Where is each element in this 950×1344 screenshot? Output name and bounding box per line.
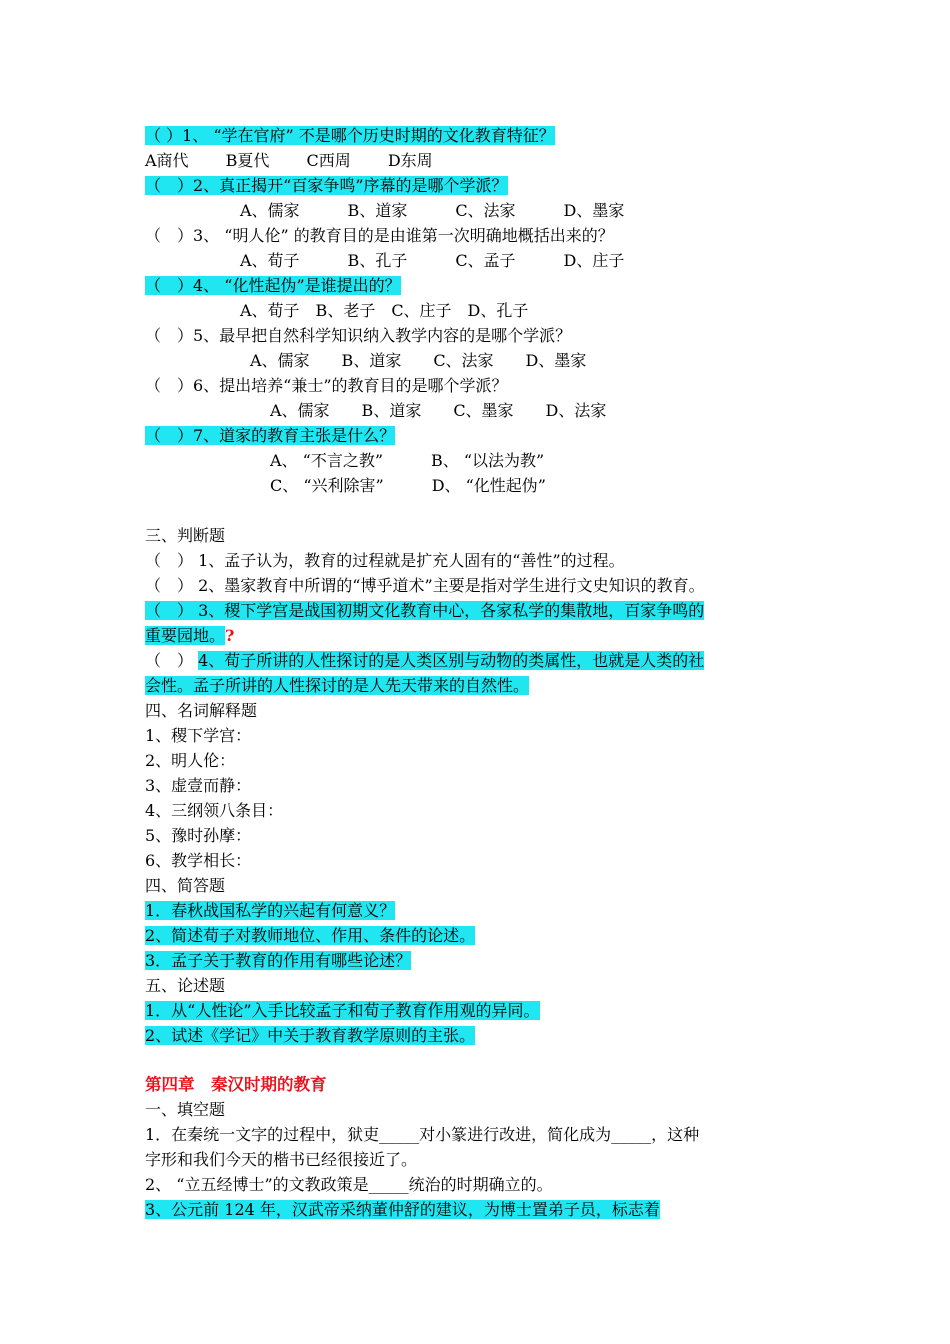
choice-q4-options: A、荀子 B、老子 C、庄子 D、孔子 <box>240 301 529 320</box>
choice-q7-stem: （ ）7、道家的教育主张是什么？ <box>145 426 396 445</box>
choice-q1-options: A商代 B夏代 C西周 D东周 <box>145 151 433 170</box>
term-item: 1、稷下学宫： <box>145 726 252 745</box>
fill-item-1-line-2: 字形和我们今天的楷书已经很接近了。 <box>145 1150 418 1169</box>
choice-q2-options: A、儒家 B、道家 C、法家 D、墨家 <box>240 201 625 220</box>
choice-q5-stem: （ ）5、最早把自然科学知识纳入教学内容的是哪个学派？ <box>145 326 572 345</box>
term-item: 5、豫时孙摩： <box>145 826 252 845</box>
term-item: 3、虚壹而静： <box>145 776 252 795</box>
choice-q6-stem: （ ）6、提出培养“兼士”的教育目的是哪个学派？ <box>145 376 508 395</box>
judge-item-4-line-2: 会性。孟子所讲的人性探讨的是人先天带来的自然性。 <box>145 676 530 695</box>
short-item: 2、简述荀子对教师地位、作用、条件的论述。 <box>145 926 476 945</box>
choice-q6-options: A、儒家 B、道家 C、墨家 D、法家 <box>270 401 607 420</box>
question-mark: ? <box>225 626 235 645</box>
essay-item: 2、试述《学记》中关于教育教学原则的主张。 <box>145 1026 476 1045</box>
choice-q3-stem: （ ）3、 “明人伦” 的教育目的是由谁第一次明确地概括出来的？ <box>145 226 614 245</box>
judge-item-4-line-1: （ ） 4、荀子所讲的人性探讨的是人类区别与动物的类属性，也就是人类的社 <box>145 651 705 670</box>
short-item: 1．春秋战国私学的兴起有何意义？ <box>145 901 396 920</box>
essay-item: 1．从“人性论”入手比较孟子和荀子教育作用观的异同。 <box>145 1001 540 1020</box>
essay-heading: 五、论述题 <box>145 976 226 995</box>
terms-heading: 四、名词解释题 <box>145 701 258 720</box>
choice-q7-options-2: C、 “兴利除害” D、 “化性起伪” <box>270 476 546 495</box>
choice-q1-stem: （ ）1、 “学在官府” 不是哪个历史时期的文化教育特征？ <box>145 126 555 145</box>
fill-heading: 一、填空题 <box>145 1100 226 1119</box>
choice-q5-options: A、儒家 B、道家 C、法家 D、墨家 <box>250 351 587 370</box>
choice-q3-options: A、荀子 B、孔子 C、孟子 D、庄子 <box>240 251 625 270</box>
choice-q4-stem: （ ）4、 “化性起伪”是谁提出的？ <box>145 276 401 295</box>
judge-item-2: （ ） 2、墨家教育中所谓的“博乎道术”主要是指对学生进行文史知识的教育。 <box>145 576 705 595</box>
choice-q7-options-1: A、 “不言之教” B、 “以法为教” <box>270 451 545 470</box>
fill-item-1-line-1: 1．在秦统一文字的过程中，狱吏_____对小篆进行改进，简化成为_____，这种 <box>145 1125 700 1144</box>
chapter-title: 第四章 秦汉时期的教育 <box>145 1075 327 1094</box>
fill-item-3: 3、公元前 124 年，汉武帝采纳董仲舒的建议，为博士置弟子员，标志着 <box>145 1200 660 1219</box>
judge-item-3-line-2: 重要园地。? <box>145 626 235 645</box>
short-heading: 四、简答题 <box>145 876 226 895</box>
term-item: 4、三纲领八条目： <box>145 801 284 820</box>
judge-item-3-line-1: （ ） 3、稷下学宫是战国初期文化教育中心，各家私学的集散地，百家争鸣的 <box>145 601 705 620</box>
term-item: 2、明人伦： <box>145 751 236 770</box>
short-item: 3．孟子关于教育的作用有哪些论述？ <box>145 951 412 970</box>
choice-q2-stem: （ ）2、真正揭开“百家争鸣”序幕的是哪个学派？ <box>145 176 508 195</box>
fill-item-2: 2、 “立五经博士”的文教政策是_____统治的时期确立的。 <box>145 1175 553 1194</box>
term-item: 6、教学相长： <box>145 851 252 870</box>
judge-heading: 三、判断题 <box>145 526 226 545</box>
judge-item-1: （ ） 1、孟子认为，教育的过程就是扩充人固有的“善性”的过程。 <box>145 551 625 570</box>
